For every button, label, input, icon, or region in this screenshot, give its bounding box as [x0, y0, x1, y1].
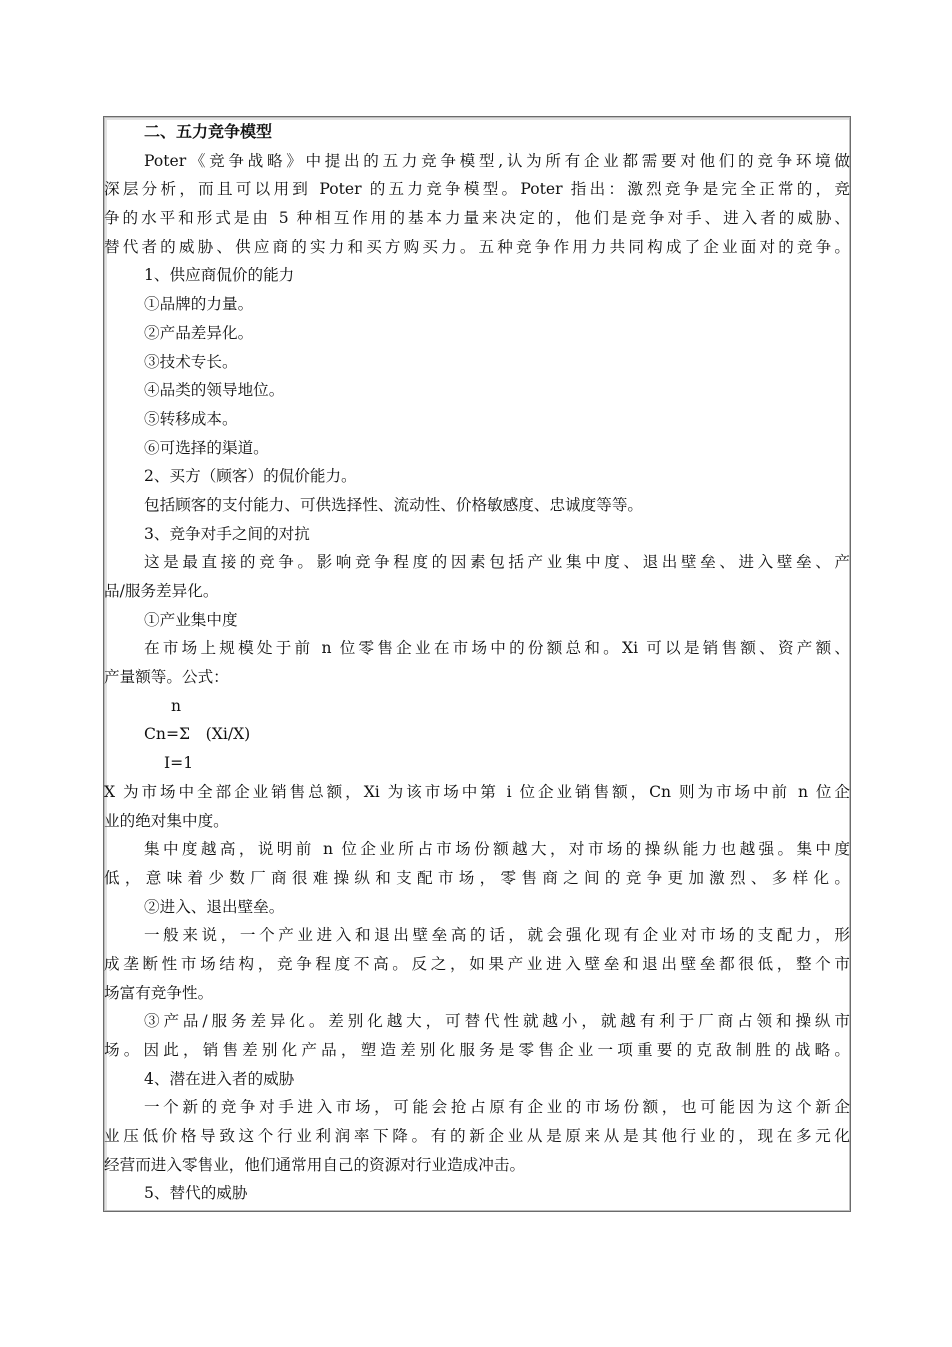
paragraph-line: 低，意味着少数厂商很难操纵和支配市场，零售商之间的竞争更加激烈、多样化。	[104, 868, 850, 887]
paragraph-line: 深层分析，而且可以用到 Poter 的五力竞争模型。Poter 指出：激烈竞争是完全正常的，竞	[104, 180, 850, 199]
paragraph-line: 包括顾客的支付能力、可供选择性、流动性、价格敏感度、忠诚度等等。	[144, 495, 644, 514]
paragraph-line: 集中度越高，说明前 n 位企业所占市场份额越大，对市场的操纵能力也越强。集中度	[144, 840, 850, 859]
list-item: ⑤转移成本。	[144, 409, 238, 428]
section-heading: 二、五力竞争模型	[144, 122, 273, 141]
paragraph-line: 一般来说，一个产业进入和退出壁垒高的话，就会强化现有企业对市场的支配力，形	[144, 926, 850, 945]
list-item: ①产业集中度	[144, 610, 238, 629]
paragraph-line: 在市场上规模处于前 n 位零售企业在市场中的份额总和。Xi 可以是销售额、资产额、	[144, 639, 850, 658]
paragraph-line: 场富有竞争性。	[104, 983, 214, 1002]
list-item: ②进入、退出壁垒。	[144, 897, 285, 916]
subheading-line: 1、供应商侃价的能力	[144, 266, 295, 285]
formula-lower-limit: I=1	[164, 754, 194, 773]
paragraph-line: 替代者的威胁、供应商的实力和买方购买力。五种竞争作用力共同构成了企业面对的竞争。	[104, 237, 850, 256]
subheading-line: 2、买方（顾客）的侃价能力。	[144, 467, 357, 486]
list-item: ⑥可选择的渠道。	[144, 438, 269, 457]
paragraph-line: 场。因此，销售差别化产品，塑造差别化服务是零售企业一项重要的克敌制胜的战略。	[104, 1041, 850, 1059]
subheading-line: 5、替代的威胁	[144, 1184, 248, 1203]
paragraph-line: 产量额等。公式：	[104, 668, 229, 687]
paragraph-line: 业压低价格导致这个行业利润率下降。有的新企业从是原来从是其他行业的，现在多元化	[104, 1127, 850, 1146]
paragraph-line: Poter《竞争战略》中提出的五力竞争模型,认为所有企业都需要对他们的竞争环境做	[144, 151, 850, 170]
paragraph-line: 经营而进入零售业，他们通常用自己的资源对行业造成冲击。	[104, 1155, 526, 1174]
list-item: ②产品差异化。	[144, 323, 254, 342]
paragraph-line: 品/服务差异化。	[104, 582, 219, 600]
paragraph-line: ③产品/服务差异化。差别化越大，可替代性就越小，就越有利于厂商占领和操纵市	[144, 1012, 850, 1031]
subheading-line: 4、潜在进入者的威胁	[144, 1069, 295, 1088]
document-body	[104, 118, 850, 1208]
paragraph-line: 业的绝对集中度。	[104, 811, 229, 830]
list-item: ①品牌的力量。	[144, 295, 254, 314]
paragraph-line: 一个新的竞争对手进入市场，可能会抢占原有企业的市场份额，也可能因为这个新企	[144, 1098, 850, 1117]
paragraph-line: 争的水平和形式是由 5 种相互作用的基本力量来决定的，他们是竞争对手、进入者的威胁、	[104, 209, 850, 228]
paragraph-line: 这是最直接的竞争。影响竞争程度的因素包括产业集中度、退出壁垒、进入壁垒、产	[144, 553, 850, 572]
list-item: ④品类的领导地位。	[144, 381, 285, 400]
paragraph-line: X 为市场中全部企业销售总额，Xi 为该市场中第 i 位企业销售额，Cn 则为市场中前 n 位企	[104, 782, 850, 801]
subheading-line: 3、竞争对手之间的对抗	[144, 524, 310, 543]
list-item: ③技术专长。	[144, 352, 238, 371]
formula-expression: Cn=Σ (Xi/X)	[144, 725, 251, 744]
paragraph-line: 成垄断性市场结构，竞争程度不高。反之，如果产业进入壁垒和退出壁垒都很低，整个市	[104, 954, 850, 973]
formula-upper-limit: n	[171, 696, 182, 715]
